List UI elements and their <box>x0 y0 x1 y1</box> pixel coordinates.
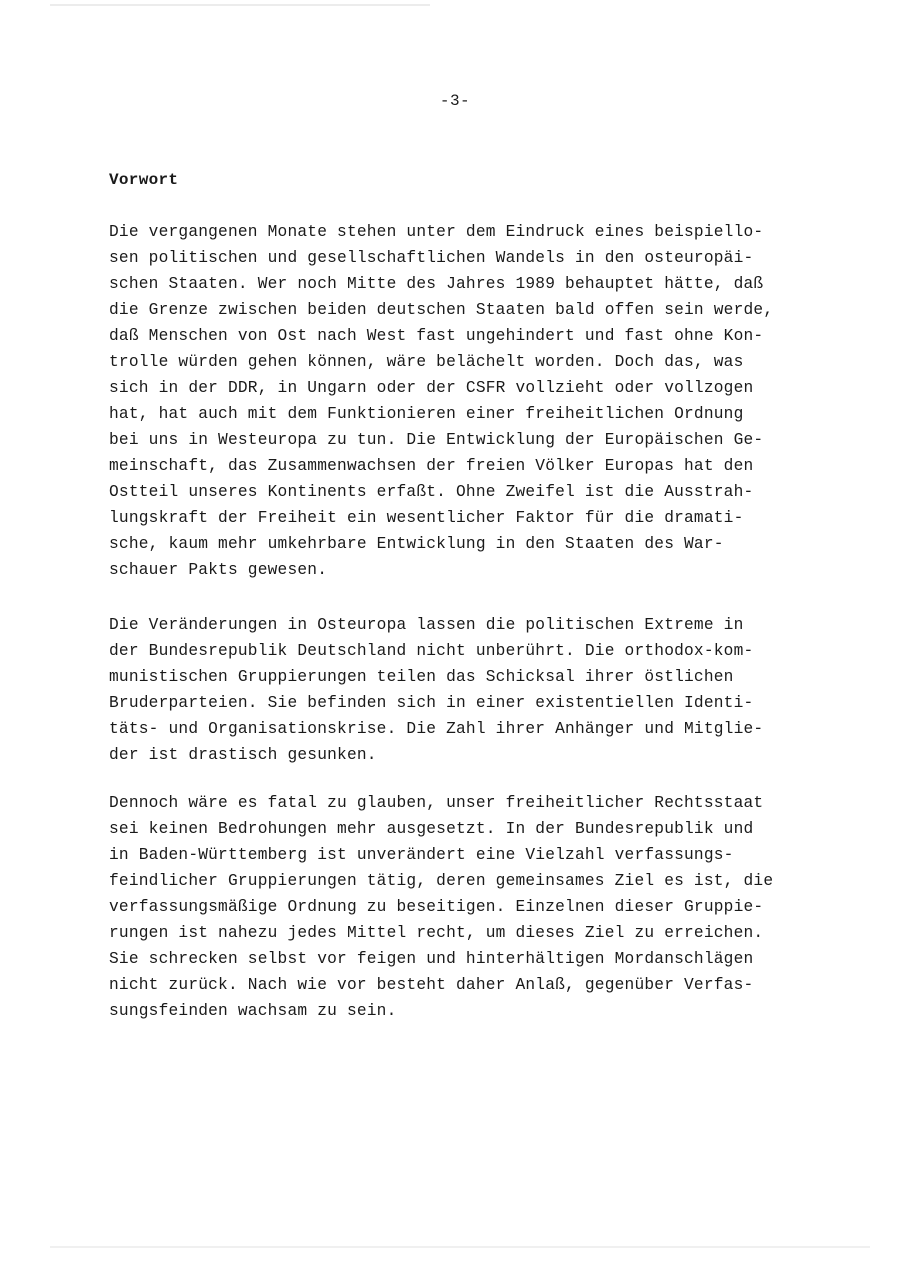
text-line: munistischen Gruppierungen teilen das Schicksal ihrer östlichen <box>109 668 734 686</box>
text-line: schauer Pakts gewesen. <box>109 561 328 579</box>
paragraph-2 <box>109 612 849 768</box>
text-line: daß Menschen von Ost nach West fast ungehindert und fast ohne Kon- <box>109 327 764 345</box>
text-line: Ostteil unseres Kontinents erfaßt. Ohne Zweifel ist die Ausstrah- <box>109 483 754 501</box>
text-line: sich in der DDR, in Ungarn oder der CSFR vollzieht oder vollzogen <box>109 379 754 397</box>
text-line: täts- und Organisationskrise. Die Zahl ihrer Anhänger und Mitglie- <box>109 720 764 738</box>
text-line: die Grenze zwischen beiden deutschen Staaten bald offen sein werde, <box>109 301 774 319</box>
text-line: der Bundesrepublik Deutschland nicht unberührt. Die orthodox-kom- <box>109 642 754 660</box>
page-number: -3- <box>439 92 471 110</box>
text-line: trolle würden gehen können, wäre belächelt worden. Doch das, was <box>109 353 744 371</box>
text-line: Bruderparteien. Sie befinden sich in einer existentiellen Identi- <box>109 694 754 712</box>
text-line: sungsfeinden wachsam zu sein. <box>109 1002 397 1020</box>
text-line: sei keinen Bedrohungen mehr ausgesetzt. In der Bundesrepublik und <box>109 820 754 838</box>
text-line: verfassungsmäßige Ordnung zu beseitigen. Einzelnen dieser Gruppie- <box>109 898 764 916</box>
text-line: Sie schrecken selbst vor feigen und hinterhältigen Mordanschlägen <box>109 950 754 968</box>
text-line: der ist drastisch gesunken. <box>109 746 377 764</box>
text-line: Die vergangenen Monate stehen unter dem Eindruck eines beispiello- <box>109 223 764 241</box>
section-heading: Vorwort <box>109 171 179 189</box>
text-line: hat, hat auch mit dem Funktionieren einer freiheitlichen Ordnung <box>109 405 744 423</box>
paragraph-1 <box>109 219 849 583</box>
text-line: lungskraft der Freiheit ein wesentlicher Faktor für die dramati- <box>109 509 744 527</box>
paragraph-3 <box>109 790 849 1024</box>
text-line: sche, kaum mehr umkehrbare Entwicklung in den Staaten des War- <box>109 535 724 553</box>
text-line: bei uns in Westeuropa zu tun. Die Entwicklung der Europäischen Ge- <box>109 431 764 449</box>
text-line: nicht zurück. Nach wie vor besteht daher Anlaß, gegenüber Verfas- <box>109 976 754 994</box>
scan-edge-bottom <box>50 1246 870 1248</box>
text-line: meinschaft, das Zusammenwachsen der freien Völker Europas hat den <box>109 457 754 475</box>
scan-edge-top <box>50 4 430 6</box>
text-line: in Baden-Württemberg ist unverändert eine Vielzahl verfassungs- <box>109 846 734 864</box>
text-line: Dennoch wäre es fatal zu glauben, unser freiheitlicher Rechtsstaat <box>109 794 764 812</box>
text-line: schen Staaten. Wer noch Mitte des Jahres 1989 behauptet hätte, daß <box>109 275 764 293</box>
text-line: feindlicher Gruppierungen tätig, deren gemeinsames Ziel es ist, die <box>109 872 774 890</box>
text-line: Die Veränderungen in Osteuropa lassen die politischen Extreme in <box>109 616 744 634</box>
text-line: sen politischen und gesellschaftlichen Wandels in den osteuropäi- <box>109 249 754 267</box>
text-line: rungen ist nahezu jedes Mittel recht, um dieses Ziel zu erreichen. <box>109 924 764 942</box>
